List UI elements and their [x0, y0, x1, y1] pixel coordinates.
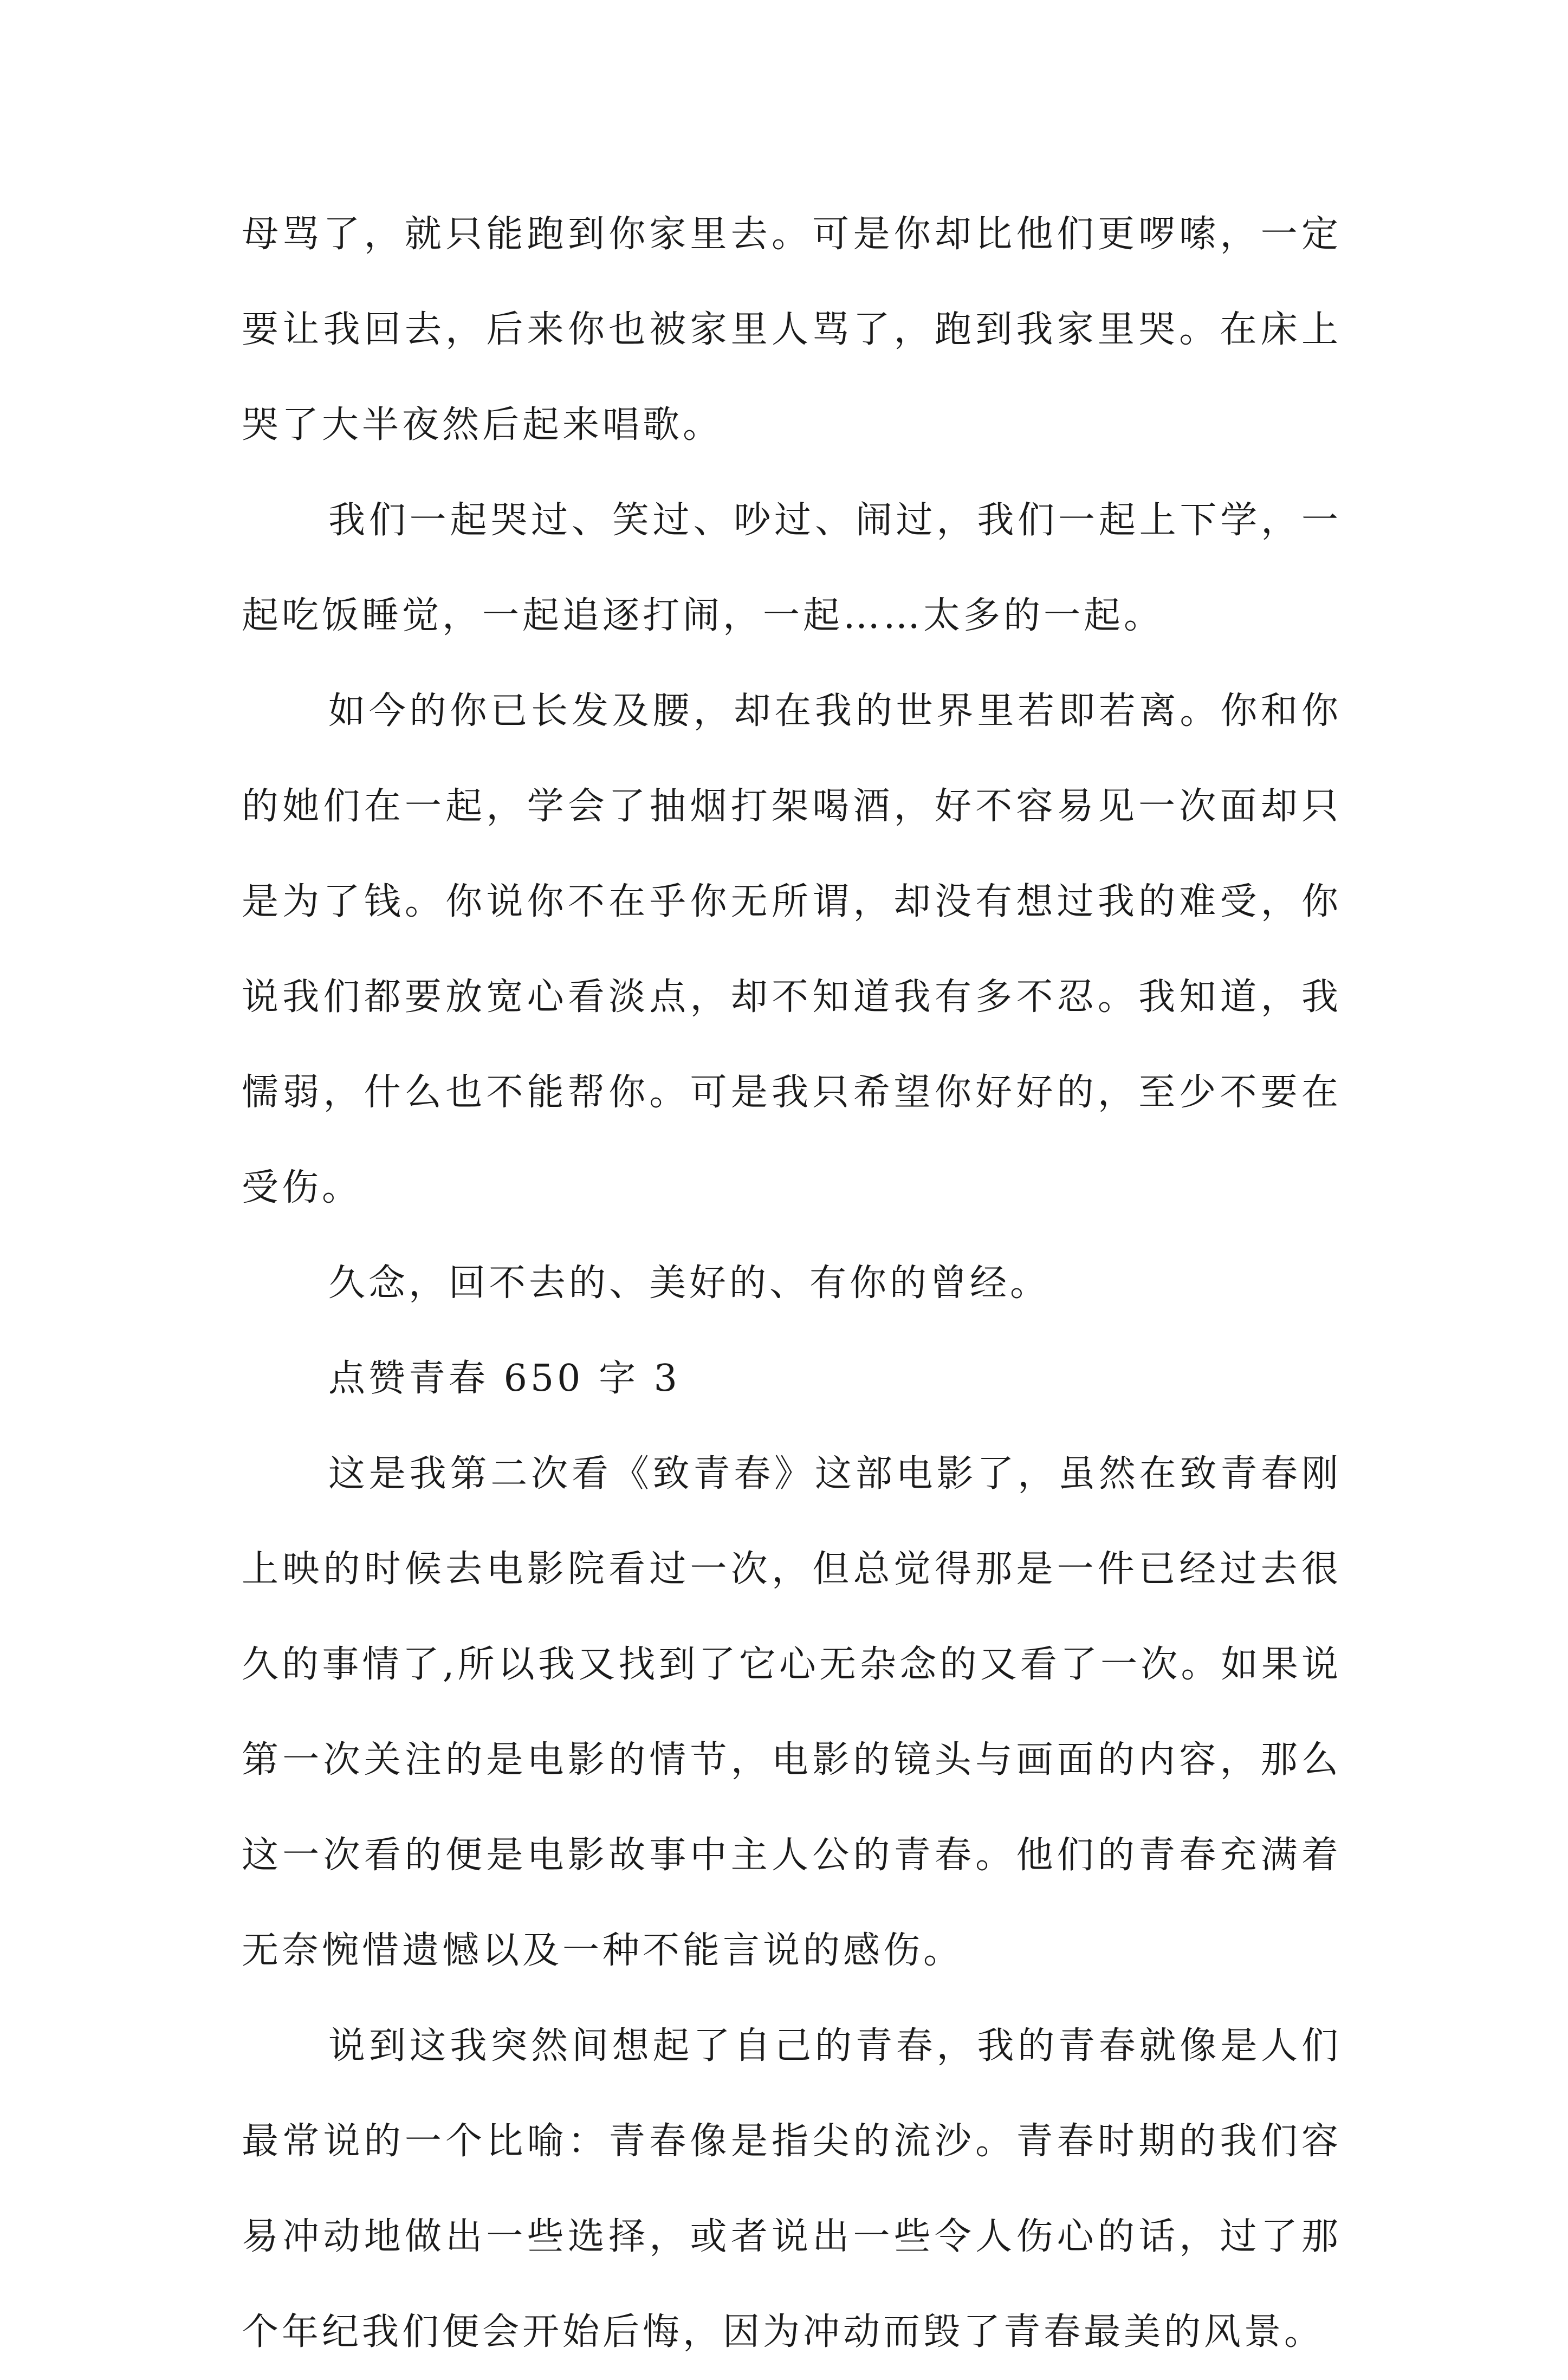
paragraph: 我们一起哭过、笑过、吵过、闹过，我们一起上下学，一起吃饭睡觉，一起追逐打闹，一起……太多的一起。: [242, 499, 1342, 637]
paragraph: 久念，回不去的、美好的、有你的曾经。: [328, 1262, 1051, 1305]
paragraph: 这是我第二次看《致青春》这部电影了，虽然在致青春刚上映的时候去电影院看过一次，但总觉得那是一件已经过去很久的事情了,所以我又找到了它心无杂念的又看了一次。如果说第一次关注的是电影的情节，电影的镜头与画面的内容，那么这一次看的便是电影故事中主人公的青春。他们的青春充满着无奈惋惜遗憾以及一种不能言说的感伤。: [242, 1452, 1342, 1972]
document-body: [242, 187, 1342, 2380]
paragraph: 如今的你已长发及腰，却在我的世界里若即若离。你和你的她们在一起，学会了抽烟打架喝酒，好不容易见一次面却只是为了钱。你说你不在乎你无所谓，却没有想过我的难受，你说我们都要放宽心看淡点，却不知道我有多不忍。我知道，我懦弱，什么也不能帮你。可是我只希望你好好的，至少不要在受伤。: [242, 690, 1342, 1209]
paragraph-continuation: 母骂了，就只能跑到你家里去。可是你却比他们更啰嗦，一定要让我回去，后来你也被家里人骂了，跑到我家里哭。在床上哭了大半夜然后起来唱歌。: [242, 213, 1342, 446]
paragraph: 说到这我突然间想起了自己的青春，我的青春就像是人们最常说的一个比喻：青春像是指尖的流沙。青春时期的我们容易冲动地做出一些选择，或者说出一些令人伤心的话，过了那个年纪我们便会开始后悔，因为冲动而毁了青春最美的风景。: [242, 2025, 1342, 2353]
section-heading: 点赞青春 650 字 3: [328, 1357, 681, 1400]
